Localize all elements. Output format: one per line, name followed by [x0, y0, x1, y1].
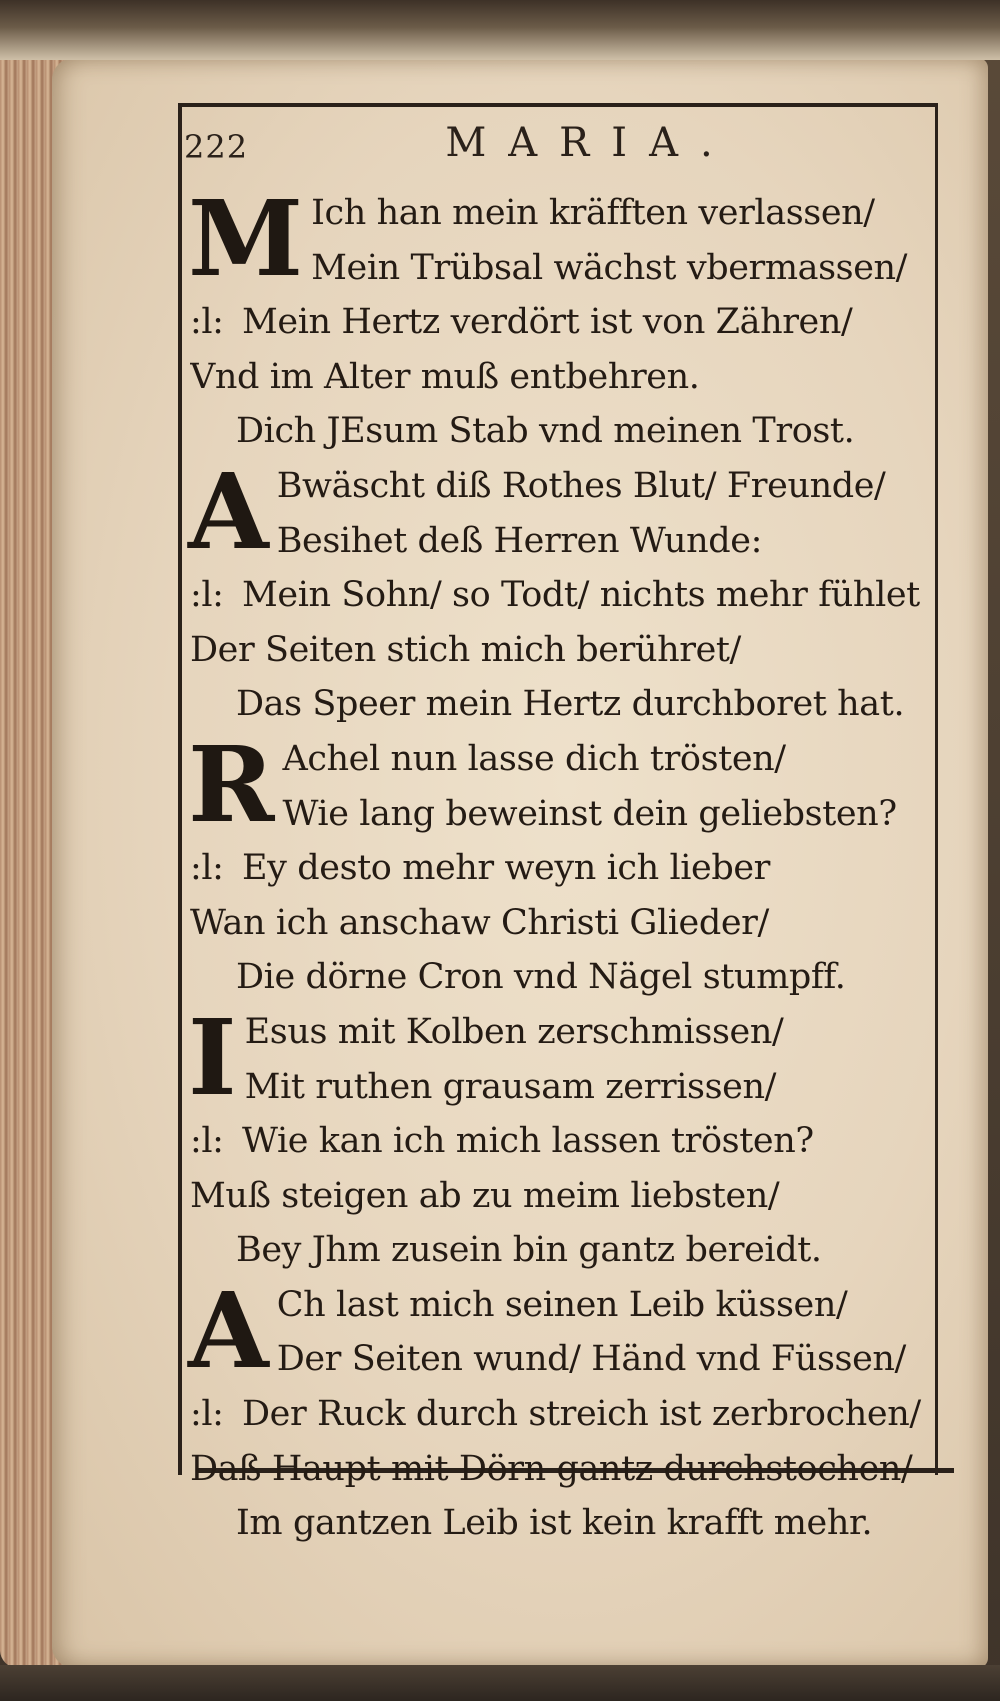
book-bottom-edge — [0, 1665, 1000, 1701]
refrain-line — [190, 1387, 938, 1442]
refrain-line — [190, 1114, 938, 1169]
refrain-line — [190, 841, 938, 896]
closing-line: Dich JEsum Stab vnd meinen Trost. — [236, 411, 855, 452]
verse-text: Mein Sohn/ so Todt/ nichts mehr fühlet — [242, 575, 920, 616]
closing-line: Die dörne Cron vnd Nägel stumpff. — [236, 957, 846, 998]
stanza — [188, 722, 938, 1005]
verse-line: Der Seiten stich mich berühret/ — [190, 629, 741, 670]
verse-line: Achel nun lasse dich trösten/ — [282, 738, 786, 779]
page-header — [184, 120, 936, 180]
repeat-mark: :l: — [190, 302, 224, 343]
drop-initial: I — [188, 995, 237, 1119]
book-top-edge — [0, 0, 1000, 60]
verse-line: Der Seiten wund/ Händ vnd Füssen/ — [276, 1339, 906, 1380]
verse-line: Wan ich anschaw Christi Glieder/ — [190, 902, 769, 943]
running-title: MARIA. — [445, 120, 735, 166]
drop-initial: A — [188, 449, 269, 573]
stanza — [188, 177, 938, 459]
stanza — [188, 995, 938, 1278]
verse-line: Bwäscht diß Rothes Blut/ Freunde/ — [276, 465, 886, 506]
repeat-mark: :l: — [190, 1121, 224, 1162]
verse-line: Besihet deß Herren Wunde: — [276, 520, 762, 561]
verse-line: Esus mit Kolben zerschmissen/ — [244, 1011, 784, 1052]
drop-initial: R — [188, 722, 275, 846]
page-number: 222 — [184, 128, 249, 166]
verse-line: Ch last mich seinen Leib küssen/ — [276, 1284, 848, 1325]
repeat-mark: :l: — [190, 1394, 224, 1435]
stanza — [188, 1268, 938, 1551]
repeat-mark: :l: — [190, 575, 224, 616]
verse-line: Mit ruthen grausam zerrissen/ — [244, 1066, 777, 1107]
hymn-text — [188, 177, 938, 1551]
stanza — [188, 449, 938, 732]
verse-line: Daß Haupt mit Dörn gantz durchstochen/ — [190, 1448, 913, 1489]
closing-line: Im gantzen Leib ist kein krafft mehr. — [236, 1503, 873, 1544]
refrain-line — [190, 295, 938, 350]
verse-line: Vnd im Alter muß entbehren. — [190, 356, 700, 397]
verse-line: Wie lang beweinst dein geliebsten? — [282, 793, 897, 834]
verse-line: Ich han mein kräfften verlassen/ — [311, 193, 875, 233]
verse-line: Muß steigen ab zu meim liebsten/ — [190, 1175, 780, 1216]
drop-initial: M — [188, 177, 304, 300]
drop-initial: A — [188, 1268, 269, 1392]
verse-text: Mein Hertz verdört ist von Zähren/ — [242, 302, 853, 343]
verse-text: Der Ruck durch streich ist zerbrochen/ — [242, 1394, 921, 1435]
verse-text: Ey desto mehr weyn ich lieber — [242, 848, 771, 889]
verse-text: Wie kan ich mich lassen trösten? — [242, 1121, 814, 1162]
verse-line: Mein Trübsal wächst vbermassen/ — [311, 247, 908, 288]
closing-line: Das Speer mein Hertz durchboret hat. — [236, 684, 905, 725]
refrain-line — [190, 568, 938, 623]
repeat-mark: :l: — [190, 848, 224, 889]
closing-line: Bey Jhm zusein bin gantz bereidt. — [236, 1230, 822, 1271]
